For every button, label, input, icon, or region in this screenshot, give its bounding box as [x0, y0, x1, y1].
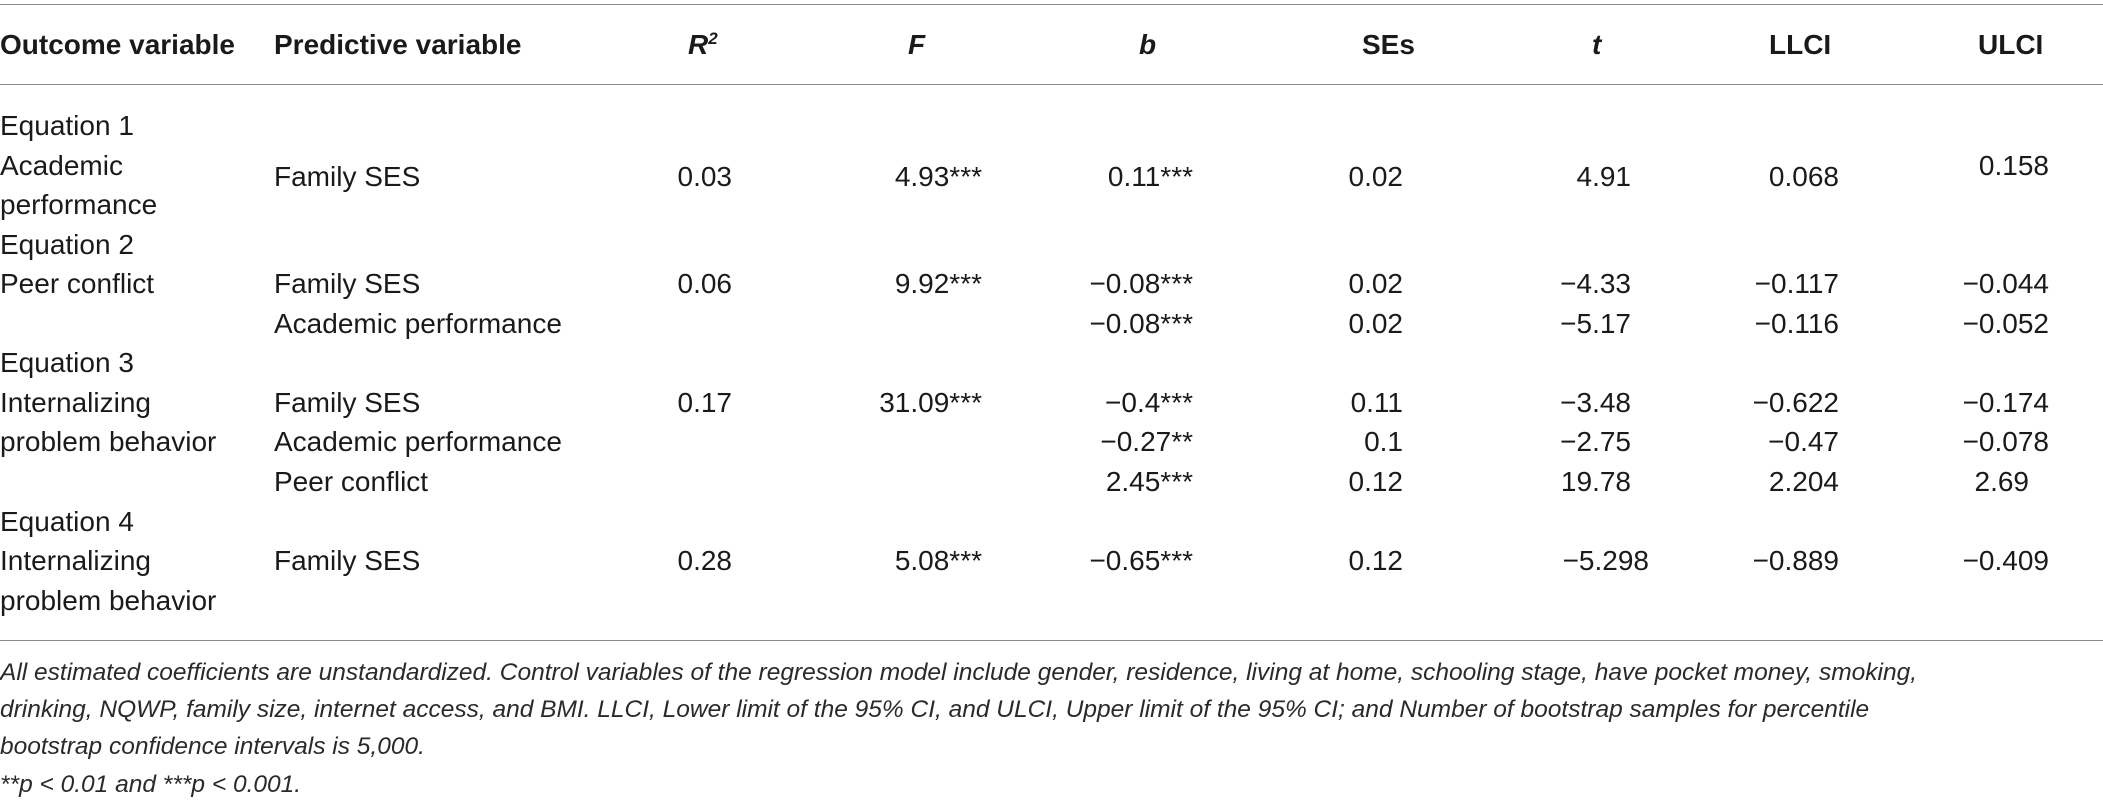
r-squared-value: 0.28	[677, 545, 732, 576]
header-b: b	[1139, 29, 1157, 60]
outcome-variable: problem behavior	[0, 426, 217, 457]
outcome-variable: Academic	[0, 150, 123, 181]
b-value: −0.08***	[1089, 308, 1193, 339]
llci-value: 0.068	[1768, 161, 1839, 192]
se-value: 0.1	[1364, 426, 1403, 457]
header-r-squared-base: R	[688, 29, 709, 60]
equation-label: Equation 3	[0, 347, 134, 378]
table-bottom-rule	[0, 640, 2103, 641]
b-value: 0.11***	[1107, 161, 1193, 192]
b-value: 2.45***	[1105, 466, 1193, 497]
predictive-variable: Family SES	[274, 268, 421, 299]
footnote-line: drinking, NQWP, family size, internet access, and BMI. LLCI, Lower limit of the 95% CI, and ULCI, Upper limit of the 95% CI; and Number of bootstrap samples for percentile	[0, 696, 1870, 723]
f-value: 5.08***	[894, 545, 982, 576]
header-r-squared-exponent: 2	[708, 29, 718, 48]
b-value: −0.27**	[1100, 426, 1193, 457]
header-t: t	[1592, 29, 1602, 60]
outcome-variable: Peer conflict	[0, 268, 155, 299]
ulci-value: 0.158	[1978, 150, 2049, 181]
ulci-value: −0.052	[1962, 308, 2049, 339]
t-value: −2.75	[1560, 426, 1631, 457]
equation-label: Equation 1	[0, 110, 134, 141]
footnote-line: All estimated coefficients are unstandardized. Control variables of the regression model include gender, residence, living at home, schooling stage, have pocket money, smoking,	[0, 659, 1918, 686]
r-squared-value: 0.06	[677, 268, 732, 299]
llci-value: −0.622	[1752, 387, 1839, 418]
f-value: 31.09***	[879, 387, 982, 418]
llci-value: −0.889	[1752, 545, 1839, 576]
f-value: 9.92***	[894, 268, 982, 299]
t-value: −4.33	[1560, 268, 1631, 299]
ulci-value: −0.409	[1962, 545, 2049, 576]
ulci-value: −0.044	[1962, 268, 2049, 299]
predictive-variable: Peer conflict	[274, 466, 429, 497]
header-bottom-rule	[0, 84, 2103, 85]
equation-label: Equation 2	[0, 229, 134, 260]
llci-value: −0.116	[1754, 308, 1839, 339]
f-value: 4.93***	[894, 161, 982, 192]
predictive-variable: Academic performance	[274, 308, 562, 339]
r-squared-value: 0.03	[677, 161, 732, 192]
outcome-variable: Internalizing	[0, 545, 151, 576]
header-outcome-variable: Outcome variable	[0, 29, 235, 60]
se-value: 0.12	[1348, 466, 1403, 497]
b-value: −0.08***	[1089, 268, 1193, 299]
se-value: 0.02	[1348, 161, 1403, 192]
se-value: 0.11	[1350, 387, 1403, 418]
outcome-variable: performance	[0, 189, 158, 220]
se-value: 0.02	[1348, 268, 1403, 299]
header-predictive-variable: Predictive variable	[274, 29, 522, 60]
header-f: F	[908, 29, 926, 60]
footnote-line: bootstrap confidence intervals is 5,000.	[0, 733, 425, 760]
t-value: 4.91	[1576, 161, 1631, 192]
header-ses: SEs	[1362, 29, 1415, 60]
llci-value: −0.47	[1768, 426, 1839, 457]
predictive-variable: Family SES	[274, 387, 421, 418]
t-value: −5.298	[1562, 545, 1649, 576]
llci-value: −0.117	[1754, 268, 1839, 299]
outcome-variable: problem behavior	[0, 585, 217, 616]
table-top-rule	[0, 4, 2103, 5]
predictive-variable: Family SES	[274, 161, 421, 192]
se-value: 0.02	[1348, 308, 1403, 339]
t-value: −5.17	[1560, 308, 1631, 339]
b-value: −0.65***	[1089, 545, 1193, 576]
header-r-squared	[688, 25, 718, 65]
predictive-variable: Family SES	[274, 545, 421, 576]
equation-label: Equation 4	[0, 506, 134, 537]
se-value: 0.12	[1348, 545, 1403, 576]
ulci-value: −0.078	[1962, 426, 2049, 457]
t-value: 19.78	[1560, 466, 1631, 497]
significance-note: **p < 0.01 and ***p < 0.001.	[0, 771, 302, 798]
llci-value: 2.204	[1768, 466, 1839, 497]
header-llci: LLCI	[1769, 29, 1832, 60]
header-ulci: ULCI	[1978, 29, 2044, 60]
b-value: −0.4***	[1105, 387, 1193, 418]
r-squared-value: 0.17	[677, 387, 732, 418]
predictive-variable: Academic performance	[274, 426, 562, 457]
ulci-value: −0.174	[1962, 387, 2049, 418]
t-value: −3.48	[1560, 387, 1631, 418]
outcome-variable: Internalizing	[0, 387, 151, 418]
ulci-value: 2.69	[1974, 466, 2029, 497]
